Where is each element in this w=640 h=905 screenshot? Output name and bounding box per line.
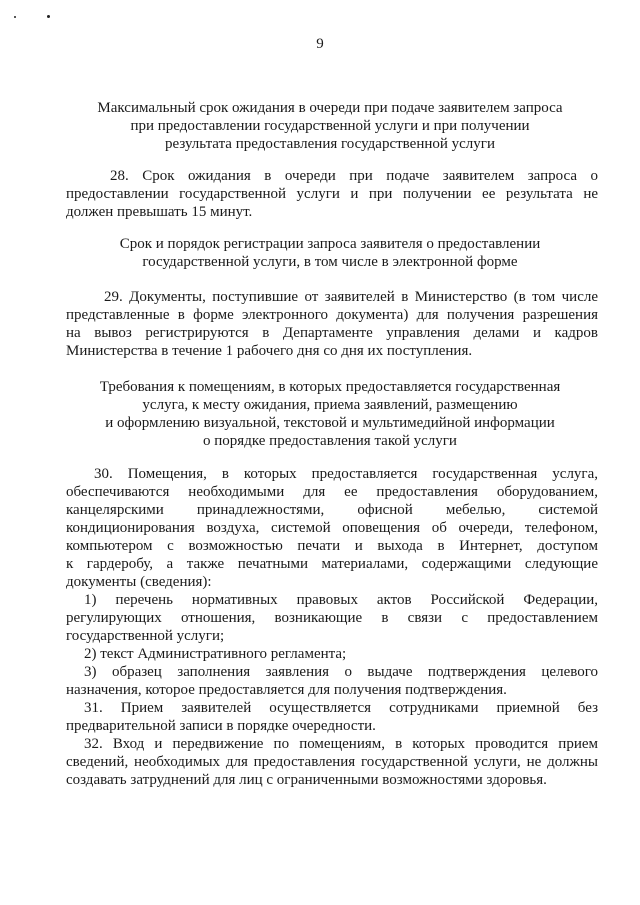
section-heading-premises [60, 378, 600, 450]
paragraph-line: создавать затруднений для лиц с ограниченными возможностями здоровья. [66, 772, 547, 788]
heading-line: при предоставлении государственной услуги и при получении [130, 118, 530, 134]
paragraph-30 [66, 465, 598, 699]
list-item-1: 1) перечень нормативных правовых актов Российской Федерации, [84, 592, 598, 608]
paragraph-line: компьютером с возможностью печати и выхода в Интернет, доступом [66, 538, 598, 554]
paragraph-line: к гардеробу, а также печатными материалами, содержащими следующие [66, 556, 598, 572]
paragraph-line: 30. Помещения, в которых предоставляется государственная услуга, [94, 466, 598, 482]
paragraph-31 [66, 699, 598, 735]
heading-line: государственной услуги, в том числе в электронной форме [142, 254, 518, 270]
paragraph-32 [66, 735, 598, 789]
paragraph-line: документы (сведения): [66, 574, 212, 590]
scan-speck-right [47, 15, 50, 18]
heading-line: о порядке предоставления такой услуги [203, 433, 457, 449]
heading-line: Срок и порядок регистрации запроса заявителя о предоставлении [119, 236, 541, 252]
scan-speck-left [14, 16, 16, 18]
section-heading-waiting-time [60, 99, 600, 153]
paragraph-line: 32. Вход и передвижение по помещениям, в которых проводится прием [84, 736, 598, 752]
paragraph-line: сведений, необходимых для предоставления государственной услуги, не должны [66, 754, 598, 770]
paragraph-line: Министерства в течение 1 рабочего дня со дня их поступления. [66, 343, 473, 359]
paragraph-line: кондиционирования воздуха, системой оповещения об очереди, телефоном, [66, 520, 598, 536]
heading-line: и оформлению визуальной, текстовой и мультимедийной информации [105, 415, 555, 431]
paragraph-line: предоставлении государственной услуги и при получении ее результата не [66, 186, 598, 202]
paragraph-line: на вывоз регистрируются в Департаменте управления делами и кадров [66, 325, 598, 341]
paragraph-28 [66, 167, 598, 221]
section-heading-registration [60, 235, 600, 271]
list-item-3: 3) образец заполнения заявления о выдаче подтверждения целевого [84, 664, 598, 680]
paragraph-line: представленные в форме электронного документа) для получения разрешения [66, 307, 598, 323]
paragraph-line: 29. Документы, поступившие от заявителей в Министерство (в том числе [104, 289, 598, 305]
heading-line: Максимальный срок ожидания в очереди при подаче заявителем запроса [97, 100, 563, 116]
heading-line: результата предоставления государственной услуги [165, 136, 495, 152]
paragraph-29 [66, 288, 598, 360]
page-number: 9 [316, 36, 324, 52]
paragraph-line: обеспечиваются необходимыми для ее предоставления оборудованием, [66, 484, 598, 500]
paragraph-line: 28. Срок ожидания в очереди при подаче заявителем запроса о [110, 168, 598, 184]
paragraph-line: предварительной записи в порядке очередности. [66, 718, 376, 734]
paragraph-line: 31. Прием заявителей осуществляется сотрудниками приемной без [84, 700, 598, 716]
list-item-1-cont: государственной услуги; [66, 628, 225, 644]
heading-line: услуга, к месту ожидания, приема заявлений, размещению [142, 397, 518, 413]
paragraph-line: должен превышать 15 минут. [66, 204, 253, 220]
list-item-1-cont: регулирующих отношения, возникающие в связи с предоставлением [66, 610, 598, 626]
list-item-3-cont: назначения, которое предоставляется для получения подтверждения. [66, 682, 507, 698]
list-item-2: 2) текст Административного регламента; [84, 646, 347, 662]
heading-line: Требования к помещениям, в которых предоставляется государственная [99, 379, 561, 395]
paragraph-line: канцелярскими принадлежностями, офисной мебелью, системой [66, 502, 598, 518]
